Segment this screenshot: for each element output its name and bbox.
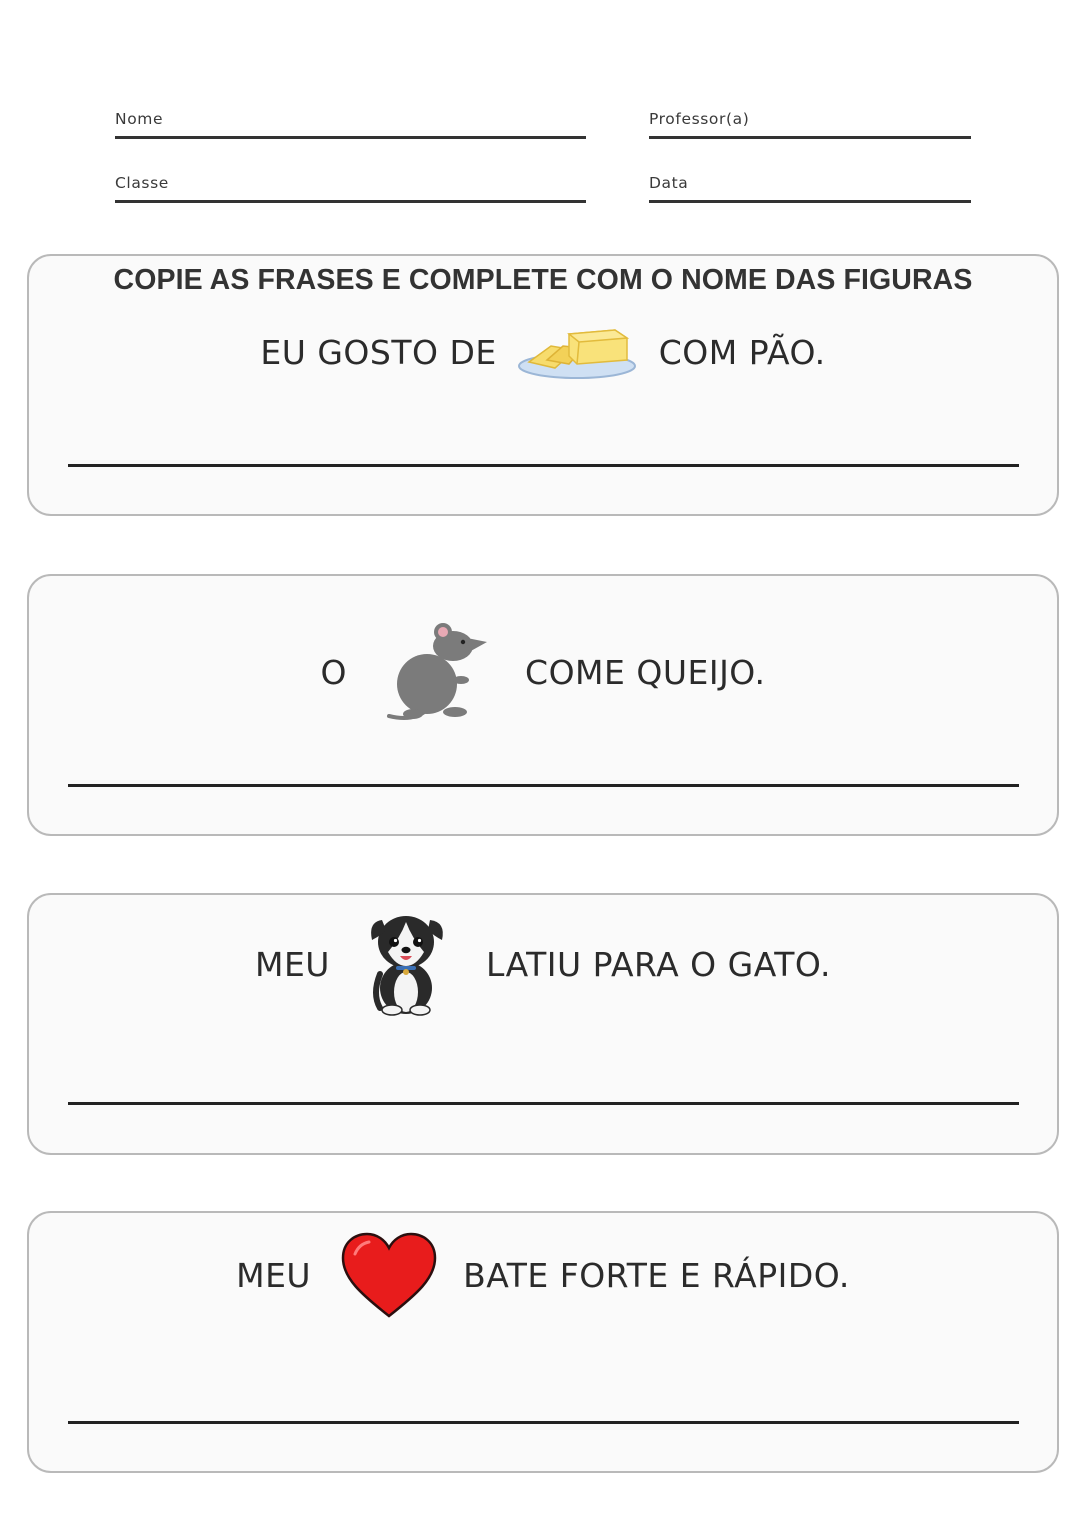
sentence-2 [29,622,1057,722]
answer-line-2[interactable] [68,784,1019,787]
class-label: Classe [115,174,169,192]
date-field[interactable] [649,174,971,203]
sentence-3-after: LATIU PARA O GATO. [485,944,832,984]
name-line [115,136,586,139]
sentence-2-after: COME QUEIJO. [525,652,766,692]
sentence-1 [29,320,1057,384]
sentence-4-before: MEU [236,1255,312,1295]
heart-picture [341,1232,437,1318]
teacher-label: Professor(a) [649,110,750,128]
name-field[interactable] [115,110,586,139]
sentence-1-before: EU GOSTO DE [260,332,497,372]
exercise-card-1 [27,254,1059,516]
sentence-4 [29,1229,1057,1321]
answer-line-3[interactable] [68,1102,1019,1105]
date-label: Data [649,174,689,192]
answer-line-1[interactable] [68,464,1019,467]
instruction-title: COPIE AS FRASES E COMPLETE COM O NOME DAS FIGURAS [113,264,973,296]
teacher-field[interactable] [649,110,971,139]
name-label: Nome [115,110,164,128]
mouse-picture [383,622,489,722]
date-line [649,200,971,203]
teacher-line [649,136,971,139]
sentence-3 [29,909,1057,1019]
sentence-3-before: MEU [254,944,330,984]
butter-picture [517,322,639,382]
sentence-1-after: COM PÃO. [658,332,826,372]
class-line [115,200,586,203]
exercise-card-4 [27,1211,1059,1473]
exercise-card-3 [27,893,1059,1155]
exercise-card-2 [27,574,1059,836]
answer-line-4[interactable] [68,1421,1019,1424]
sentence-4-after: BATE FORTE E RÁPIDO. [463,1255,850,1295]
class-field[interactable] [115,174,586,203]
dog-picture [366,912,448,1016]
sentence-2-before: O [320,652,348,692]
